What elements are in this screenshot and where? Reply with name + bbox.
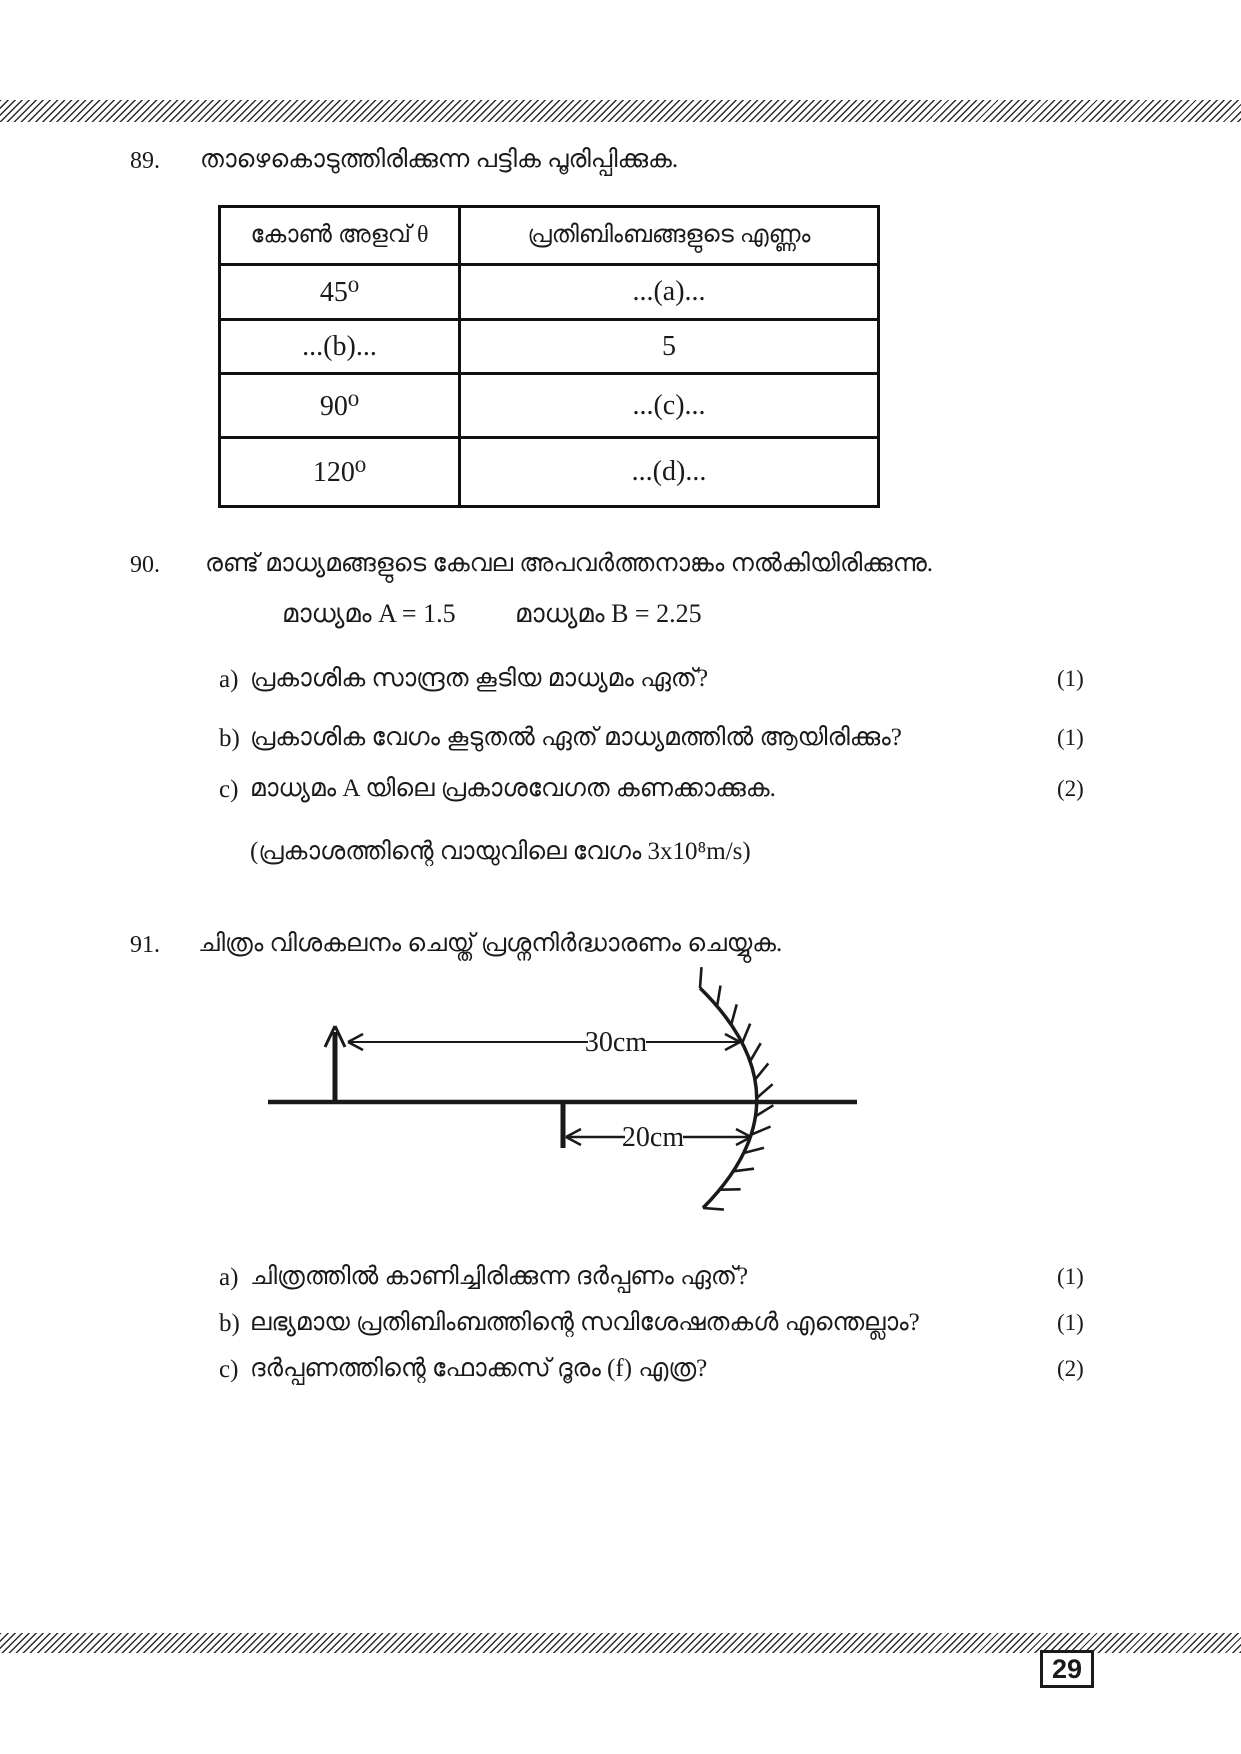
question-90-note: (പ്രകാശത്തിന്റെ വായുവിലെ വേഗം 3x10⁸m/s) [250,838,751,865]
question-89-number: 89. [130,148,160,174]
page-number-box [1040,1650,1094,1688]
page-number: 29 [1051,1653,1083,1684]
marks-badge: (1) [1057,1264,1084,1289]
sub-question-label: c) [219,1356,239,1383]
marks-badge: (2) [1057,776,1084,801]
mirror-arc [700,988,757,1208]
marks-badge: (1) [1057,666,1084,691]
sub-question-text: മാധ്യമം A യിലെ പ്രകാശവേഗത കണക്കാക്കുക. [250,775,776,802]
object-distance-label: 30cm [584,1027,648,1058]
sub-question-text: ദർപ്പണത്തിന്റെ ഫോക്കസ് ദൂരം (f) എത്ര? [250,1355,708,1382]
question-90-text: രണ്ട് മാധ്യമങ്ങളുടെ കേവല അപവർത്തനാങ്കം നൽകിയിരിക്കുന്നു. [205,550,934,577]
table-header-angle: കോൺ അളവ് θ [221,208,461,266]
question-91-text: ചിത്രം വിശകലനം ചെയ്ത് പ്രശ്നനിർദ്ധാരണം ചെയ്യുക. [198,930,783,957]
sub-question-text: പ്രകാശിക സാന്ദ്രത കൂടിയ മാധ്യമം ഏത്? [250,665,709,692]
sub-question-text: ലഭ്യമായ പ്രതിബിംബത്തിന്റെ സവിശേഷതകൾ എന്തെല്ലാം? [250,1309,920,1336]
table-cell: ...(a)... [461,266,877,321]
question-91-number: 91. [130,932,160,958]
arrowhead-right-icon [725,1042,740,1050]
table-cell: ...(c)... [461,375,877,439]
marks-badge: (2) [1057,1356,1084,1381]
question-90-number: 90. [130,552,160,578]
table-cell: 45⁰ [221,266,461,321]
arrowhead-left-icon [348,1042,363,1050]
mirror-hatch-icon [750,1043,761,1061]
table-cell: 5 [461,321,877,375]
mirror-hatch-icon [731,1004,737,1024]
sub-question-text: പ്രകാശിക വേഗം കൂടുതൽ ഏത് മാധ്യമത്തിൽ ആയിരിക്കും? [250,724,902,751]
mirror-hatch-icon [755,1063,768,1079]
question-89-text: താഴെകൊടുത്തിരിക്കുന്ന പട്ടിക പൂരിപ്പിക്കുക. [200,146,679,173]
table-cell: ...(d)... [631,456,707,487]
table-cell: 90⁰ [221,375,461,439]
sub-question-text: ചിത്രത്തിൽ കാണിച്ചിരിക്കുന്ന ദർപ്പണം ഏത്? [250,1263,749,1290]
sub-question-label: a) [219,666,239,693]
table-cell: ...(b)... [221,321,461,375]
sub-question-label: b) [219,1310,240,1337]
given-medium-a: മാധ്യമം A = 1.5 [282,599,456,628]
mirror-hatch-icon [717,986,720,1007]
marks-badge: (1) [1057,1310,1084,1335]
table-header-images: പ്രതിബിംബങ്ങളുടെ എണ്ണം [461,208,877,266]
table-cell: 120⁰ [221,439,461,505]
question-89-table [218,205,880,508]
sub-question-label: b) [219,725,240,752]
mirror-diagram [240,958,874,1224]
sub-question-label: c) [219,776,239,803]
top-hatched-border [0,100,1241,122]
arrowhead-left-icon [348,1034,363,1042]
mirror-hatch-icon [700,967,702,988]
mirror-hatch-icon [742,1024,750,1043]
marks-badge: (1) [1057,725,1084,750]
given-medium-b: മാധ്യമം B = 2.25 [515,599,702,628]
image-distance-label: 20cm [621,1122,685,1153]
mirror-hatch-icon [757,1084,773,1098]
mirror-hatch-icon [703,1208,724,1210]
sub-question-label: a) [219,1264,239,1291]
